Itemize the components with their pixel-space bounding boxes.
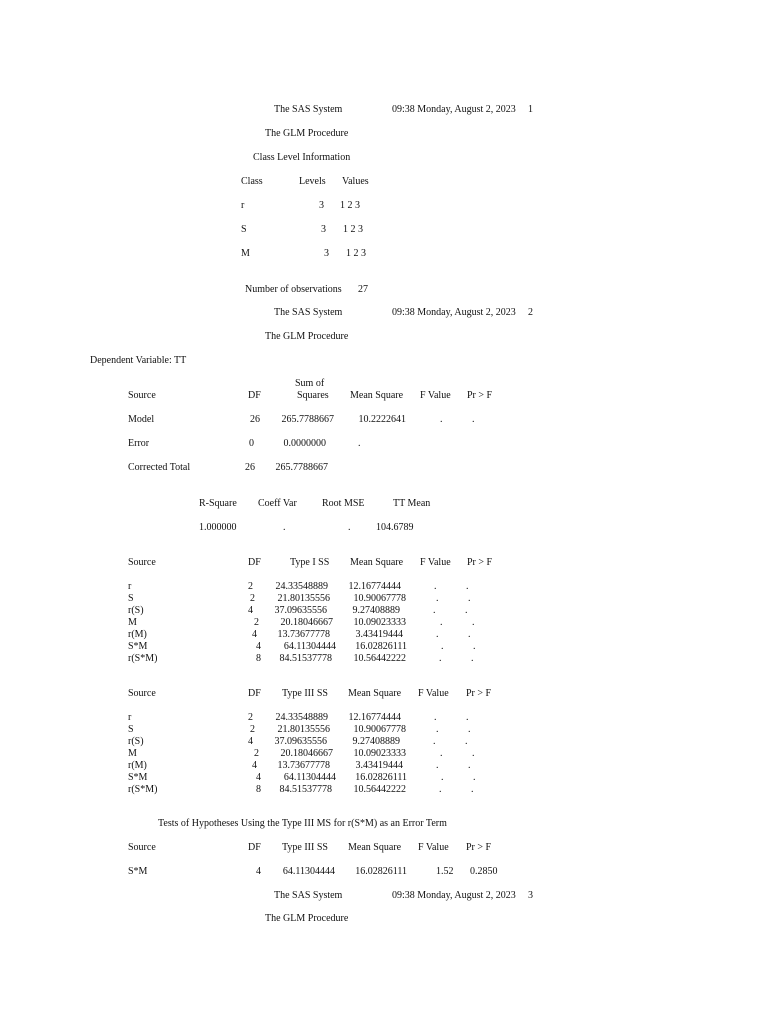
col-header-type3ss: Type III SS <box>282 688 328 699</box>
class-name: r <box>241 200 245 211</box>
type3-source: S <box>128 724 134 735</box>
fit-header-coeffvar: Coeff Var <box>258 498 297 509</box>
type1-f: . <box>436 629 439 640</box>
type1-ss: 64.11304444 <box>283 641 336 652</box>
dependent-variable: Dependent Variable: TT <box>90 355 187 366</box>
page-title: The SAS System <box>274 307 343 318</box>
type1-source: r(S*M) <box>128 653 158 664</box>
type1-df: 4 <box>256 641 261 652</box>
type3-ms: 9.27408889 <box>352 736 400 747</box>
class-values: 1 2 3 <box>346 248 366 259</box>
col-header-ms: Mean Square <box>348 842 402 853</box>
col-header-class: Class <box>241 176 263 187</box>
type3-df: 8 <box>256 784 261 795</box>
type3-f: . <box>433 736 436 747</box>
type3-p: . <box>468 724 471 735</box>
type1-ss: 37.09635556 <box>274 605 327 616</box>
col-header-df: DF <box>248 557 261 568</box>
anova-source: Model <box>128 414 155 425</box>
type1-df: 4 <box>248 605 253 616</box>
col-header-values: Values <box>342 176 369 187</box>
type3-f: . <box>436 760 439 771</box>
type1-ss: 21.80135556 <box>277 593 330 604</box>
col-header-prf: Pr > F <box>467 390 493 401</box>
type3-ms: 10.56442222 <box>353 784 406 795</box>
col-header-fvalue: F Value <box>420 557 451 568</box>
anova-df: 26 <box>250 414 260 425</box>
anova-f: . <box>440 414 443 425</box>
type3-df: 4 <box>248 736 253 747</box>
type3-ms: 3.43419444 <box>355 760 403 771</box>
col-header-df: DF <box>248 842 261 853</box>
page-datetime: 09:38 Monday, August 2, 2023 <box>392 890 516 901</box>
col-header-levels: Levels <box>299 176 326 187</box>
type1-ms: 3.43419444 <box>355 629 403 640</box>
fit-rsquare: 1.000000 <box>199 522 237 533</box>
col-header-type3ss: Type III SS <box>282 842 328 853</box>
col-header-ms: Mean Square <box>350 557 404 568</box>
type3-source: S*M <box>128 772 148 783</box>
hypothesis-f: 1.52 <box>436 866 454 877</box>
fit-header-rsquare: R-Square <box>199 498 237 509</box>
col-header-df: DF <box>248 688 261 699</box>
anova-source: Corrected Total <box>128 462 191 473</box>
type1-ss: 24.33548889 <box>275 581 328 592</box>
col-header-prf: Pr > F <box>466 688 492 699</box>
type3-ms: 10.09023333 <box>353 748 406 759</box>
page-datetime: 09:38 Monday, August 2, 2023 <box>392 104 516 115</box>
hypothesis-source: S*M <box>128 866 148 877</box>
fit-ttmean: 104.6789 <box>376 522 414 533</box>
fit-header-rootmse: Root MSE <box>322 498 365 509</box>
nobs-value: 27 <box>358 284 368 295</box>
type1-p: . <box>473 641 476 652</box>
type3-ss: 84.51537778 <box>279 784 332 795</box>
type3-ss: 37.09635556 <box>274 736 327 747</box>
type1-f: . <box>434 581 437 592</box>
fit-coeffvar: . <box>283 522 286 533</box>
class-name: M <box>241 248 250 259</box>
type1-ms: 12.16774444 <box>348 581 401 592</box>
procedure-title: The GLM Procedure <box>265 331 349 342</box>
type3-ss: 21.80135556 <box>277 724 330 735</box>
type1-f: . <box>439 653 442 664</box>
type3-df: 2 <box>254 748 259 759</box>
col-header-ms: Mean Square <box>350 390 404 401</box>
type1-ss: 84.51537778 <box>279 653 332 664</box>
type1-p: . <box>468 593 471 604</box>
type1-source: M <box>128 617 137 628</box>
col-header-fvalue: F Value <box>418 688 449 699</box>
type3-f: . <box>441 772 444 783</box>
type1-source: r(S) <box>128 605 144 616</box>
type1-f: . <box>433 605 436 616</box>
type1-ss: 13.73677778 <box>277 629 330 640</box>
hypothesis-ms: 16.02826111 <box>355 866 407 877</box>
type3-p: . <box>465 736 468 747</box>
type1-source: S <box>128 593 134 604</box>
type1-source: S*M <box>128 641 148 652</box>
page-title: The SAS System <box>274 104 343 115</box>
type1-ms: 16.02826111 <box>355 641 407 652</box>
col-header-ss-line1: Sum of <box>295 378 325 389</box>
type1-p: . <box>468 629 471 640</box>
hypothesis-p: 0.2850 <box>470 866 498 877</box>
col-header-fvalue: F Value <box>420 390 451 401</box>
page-number: 3 <box>528 890 533 901</box>
type3-ss: 20.18046667 <box>280 748 333 759</box>
type1-f: . <box>436 593 439 604</box>
type3-ms: 12.16774444 <box>348 712 401 723</box>
type1-p: . <box>466 581 469 592</box>
col-header-type1ss: Type I SS <box>290 557 330 568</box>
type1-ms: 9.27408889 <box>352 605 400 616</box>
anova-ms: 10.2222641 <box>358 414 406 425</box>
type3-source: r(M) <box>128 760 147 771</box>
col-header-source: Source <box>128 688 156 699</box>
type1-ss: 20.18046667 <box>280 617 333 628</box>
type1-df: 2 <box>254 617 259 628</box>
type3-ss: 64.11304444 <box>283 772 336 783</box>
type3-df: 2 <box>250 724 255 735</box>
type1-source: r(M) <box>128 629 147 640</box>
type3-p: . <box>471 784 474 795</box>
type1-df: 4 <box>252 629 257 640</box>
class-levels: 3 <box>319 200 324 211</box>
class-levels: 3 <box>321 224 326 235</box>
type1-p: . <box>471 653 474 664</box>
procedure-title: The GLM Procedure <box>265 913 349 924</box>
col-header-prf: Pr > F <box>467 557 493 568</box>
type1-f: . <box>440 617 443 628</box>
class-values: 1 2 3 <box>343 224 363 235</box>
type3-df: 4 <box>252 760 257 771</box>
type1-df: 8 <box>256 653 261 664</box>
type3-ss: 13.73677778 <box>277 760 330 771</box>
type3-p: . <box>472 748 475 759</box>
col-header-ss-line2: Squares <box>297 390 329 401</box>
anova-df: 0 <box>249 438 254 449</box>
type3-ms: 16.02826111 <box>355 772 407 783</box>
type1-p: . <box>472 617 475 628</box>
col-header-fvalue: F Value <box>418 842 449 853</box>
type1-df: 2 <box>248 581 253 592</box>
col-header-prf: Pr > F <box>466 842 492 853</box>
col-header-df: DF <box>248 390 261 401</box>
type3-source: M <box>128 748 137 759</box>
class-info-title: Class Level Information <box>253 152 351 163</box>
nobs-label: Number of observations <box>245 284 342 295</box>
type1-p: . <box>465 605 468 616</box>
anova-df: 26 <box>245 462 255 473</box>
page-number: 1 <box>528 104 533 115</box>
type1-source: r <box>128 581 132 592</box>
type1-df: 2 <box>250 593 255 604</box>
type3-f: . <box>436 724 439 735</box>
type3-f: . <box>434 712 437 723</box>
type3-source: r <box>128 712 132 723</box>
type3-p: . <box>473 772 476 783</box>
type1-ms: 10.56442222 <box>353 653 406 664</box>
anova-source: Error <box>128 438 150 449</box>
type3-f: . <box>440 748 443 759</box>
hypothesis-ss: 64.11304444 <box>282 866 335 877</box>
type3-p: . <box>468 760 471 771</box>
type3-df: 2 <box>248 712 253 723</box>
class-values: 1 2 3 <box>340 200 360 211</box>
fit-rootmse: . <box>348 522 351 533</box>
type3-source: r(S*M) <box>128 784 158 795</box>
class-name: S <box>241 224 247 235</box>
anova-p: . <box>472 414 475 425</box>
type3-df: 4 <box>256 772 261 783</box>
col-header-source: Source <box>128 842 156 853</box>
type1-f: . <box>441 641 444 652</box>
col-header-source: Source <box>128 390 156 401</box>
anova-ss: 265.7788667 <box>275 462 328 473</box>
type3-p: . <box>466 712 469 723</box>
type1-ms: 10.09023333 <box>353 617 406 628</box>
anova-ss: 0.0000000 <box>283 438 326 449</box>
col-header-ms: Mean Square <box>348 688 402 699</box>
procedure-title: The GLM Procedure <box>265 128 349 139</box>
page-number: 2 <box>528 307 533 318</box>
hypothesis-title: Tests of Hypotheses Using the Type III MS for r(S*M) as an Error Term <box>158 818 447 829</box>
anova-ms: . <box>358 438 361 449</box>
type3-ms: 10.90067778 <box>353 724 406 735</box>
type1-ms: 10.90067778 <box>353 593 406 604</box>
type3-source: r(S) <box>128 736 144 747</box>
fit-header-ttmean: TT Mean <box>393 498 431 509</box>
type3-f: . <box>439 784 442 795</box>
page-datetime: 09:38 Monday, August 2, 2023 <box>392 307 516 318</box>
type3-ss: 24.33548889 <box>275 712 328 723</box>
class-levels: 3 <box>324 248 329 259</box>
hypothesis-df: 4 <box>256 866 261 877</box>
col-header-source: Source <box>128 557 156 568</box>
page-title: The SAS System <box>274 890 343 901</box>
anova-ss: 265.7788667 <box>281 414 334 425</box>
